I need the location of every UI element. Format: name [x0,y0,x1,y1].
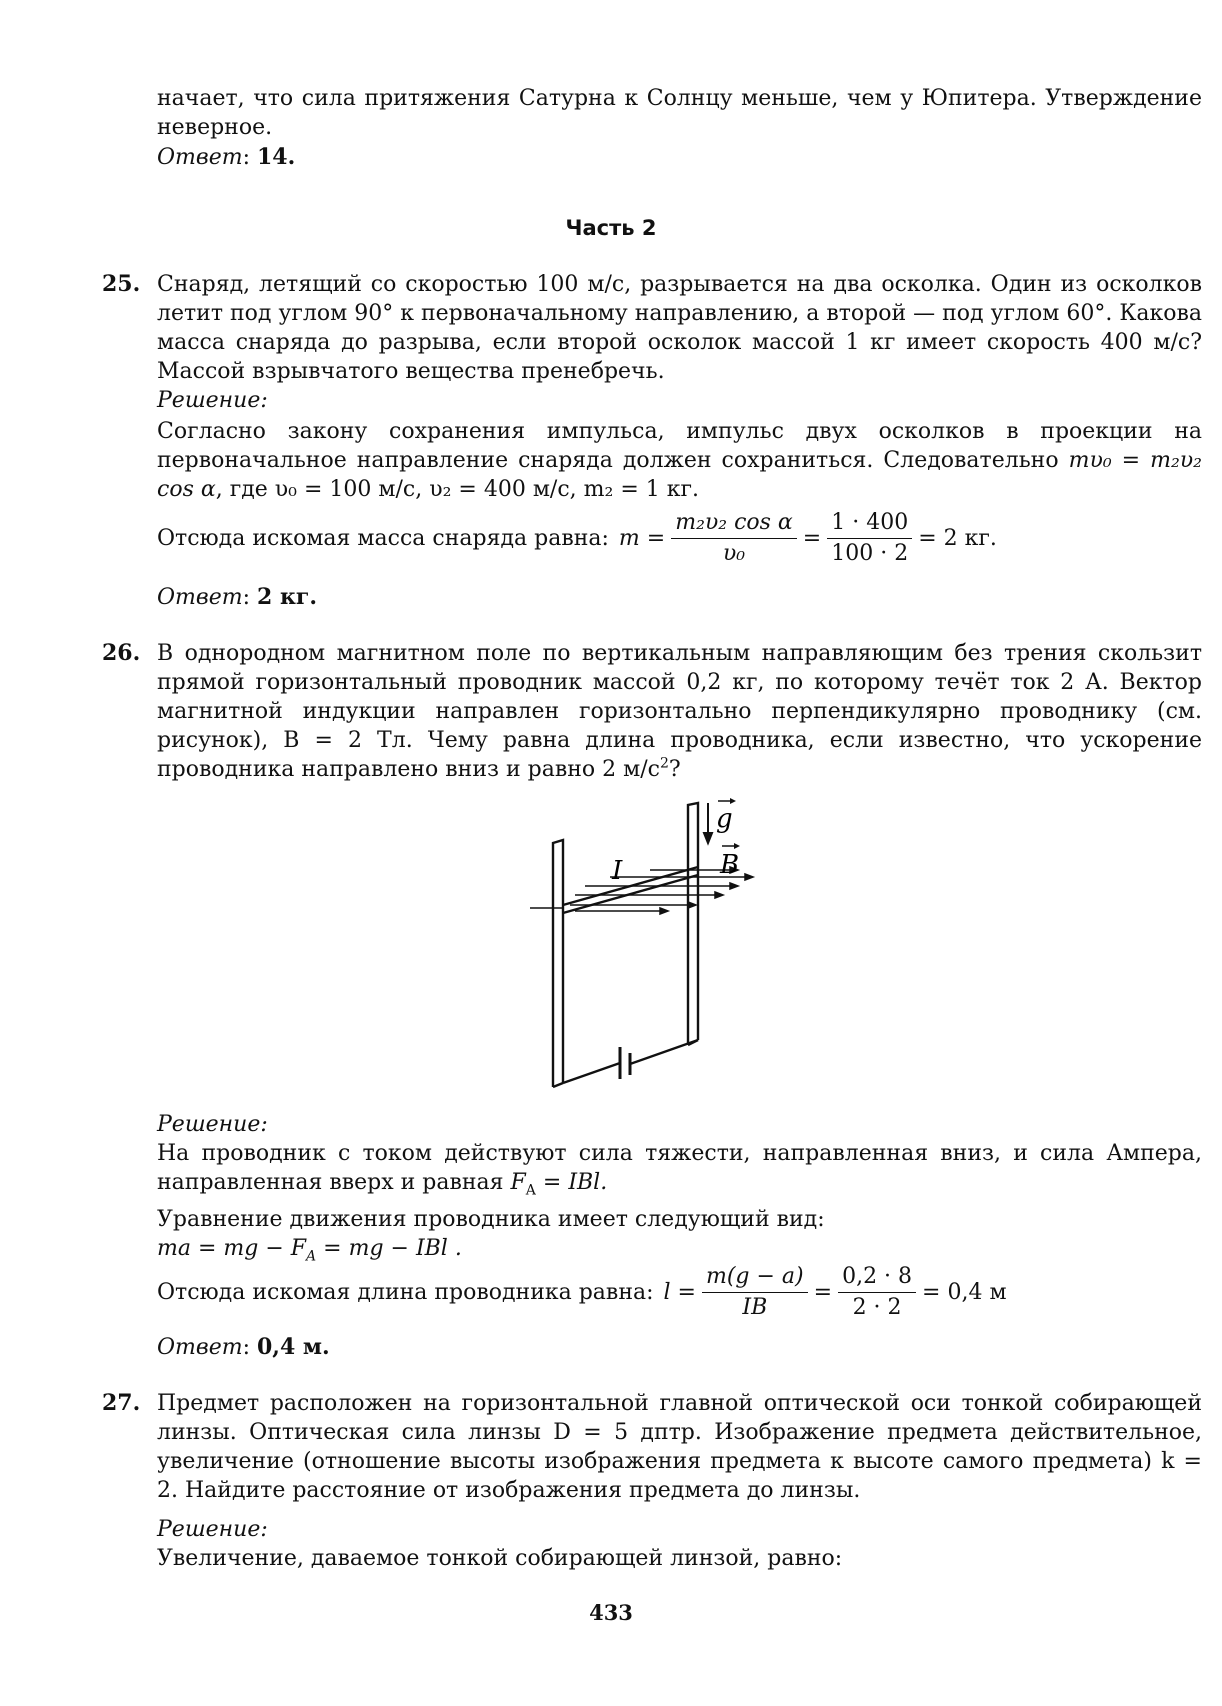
solution-body: На проводник с током действуют сила тяжести, направленная вниз, и сила Ампера, направленная вверх и равная [157,1141,1202,1195]
motion-eq-tail: = mg − IBl . [316,1236,462,1262]
result-tail: = 0,4 м [922,1280,1007,1305]
superscript: 2 [659,755,669,772]
ampere-force-sub: A [525,1182,536,1199]
answer-25: Ответ: 2 кг. [157,584,317,610]
problem-27 [157,1389,1202,1573]
equals-sign: = [813,1280,833,1305]
solution-label: Решение: [157,1112,268,1137]
equals-sign: = [802,526,822,551]
intro-text: начает, что сила притяжения Сатурна к Солнцу меньше, чем у Юпитера. Утверждение неверное. [157,86,1202,140]
problem-number: 27. [102,1390,141,1416]
problem-26 [157,639,1202,784]
part-heading: Часть 2 [565,216,657,240]
fraction-denominator: 2 · 2 [852,1295,902,1320]
problem-text: Предмет расположен на горизонтальной главной оптической оси тонкой собирающей линзы. Оптическая сила линзы D = 5 дптр. Изображение предмета действительное, увеличение (отношение высоты изображения предмета к высоте самого предмета) k = 2. Найдите расстояние от изображения предмета до линзы. [157,1391,1202,1503]
fraction-numeric [827,510,912,567]
solution-body: Согласно закону сохранения импульса, импульс двух осколков в проекции на первоначальное направление снаряда должен сохраниться. Следовательно [157,419,1202,473]
solution-text [157,417,1202,504]
result-lhs: m = [618,526,666,551]
current-label: I [612,856,623,886]
gravity-label: g [716,804,733,834]
solution-label: Решение: [157,388,268,413]
answer-value: 0,4 м. [257,1334,330,1360]
fraction-denominator: IB [742,1295,768,1320]
solution-text: Увеличение, даваемое тонкой собирающей линзой, равно: [157,1546,843,1571]
intro-answer: Ответ: 14. [157,144,296,170]
answer-value: 14. [257,144,296,170]
solution-values: υ₀ = 100 м/с, υ₂ = 400 м/с, m₂ = 1 кг. [274,477,700,502]
page-number: 433 [589,1600,633,1625]
momentum-equation: mυ₀ = m₂υ₂ cos α [157,448,1202,502]
fraction-numerator: m₂υ₂ cos α [671,510,797,539]
answer-label: Ответ [157,585,243,610]
right-rail [688,803,698,1045]
fraction-denominator: υ₀ [722,541,746,566]
fraction-denominator: 100 · 2 [831,541,909,566]
conductor-diagram [520,795,780,1095]
fraction-symbolic [702,1264,808,1321]
fraction-numerator: 0,2 · 8 [838,1264,916,1293]
problem-26-solution [157,1110,1202,1272]
length-result-formula [157,1264,1202,1321]
problem-number: 25. [102,271,141,297]
answer-value: 2 кг. [257,584,317,610]
answer-label: Ответ [157,1335,243,1360]
mass-result-formula [157,510,1202,567]
intro-block [157,84,1202,172]
conductor-rod-bottom [563,875,698,913]
left-rail [553,840,563,1087]
problem-text [157,639,1202,784]
result-tail: = 2 кг. [918,526,997,551]
motion-intro: Уравнение движения проводника имеет следующий вид: [157,1207,825,1233]
solution-label: Решение: [157,1517,268,1542]
answer-26: Ответ: 0,4 м. [157,1334,330,1360]
problem-text: Снаряд, летящий со скоростью 100 м/с, разрывается на два осколка. Один из осколков летит под углом 90° к первоначальному направлению, а второй — под углом 60°. Какова масса снаряда до разрыва, если второй осколок массой 1 кг имеет скорость 400 м/с? Массой взрывчатого вещества пренебречь. [157,272,1202,384]
motion-eq-sub: A [306,1248,317,1265]
fraction-numerator: m(g − a) [702,1264,808,1293]
problem-number: 26. [102,640,141,666]
fraction-numerator: 1 · 400 [827,510,912,539]
left-rail-bottom [553,1083,563,1087]
ampere-force: F [510,1170,526,1195]
problem-text-body: В однородном магнитном поле по вертикальным направляющим без трения скользит прямой горизонтальный проводник массой 0,2 кг, по которому течёт ток 2 А. Вектор магнитной индукции направлен горизонтально перпендикулярно проводнику (см. рисунок), B = 2 Тл. Чему равна длина проводника, если известно, что ускорение проводника направлено вниз и равно 2 м/с [157,641,1202,782]
answer-label: Ответ [157,145,243,170]
solution-where: , где [215,477,268,502]
motion-eq-main: ma = mg − F [157,1236,307,1262]
fraction-numeric [838,1264,916,1321]
result-prefix: Отсюда искомая масса снаряда равна: [157,526,609,551]
fraction-symbolic [671,510,797,567]
problem-25 [157,270,1202,504]
result-prefix: Отсюда искомая длина проводника равна: [157,1280,654,1305]
field-label: B [720,850,740,880]
gravity-arrow [704,803,712,843]
result-lhs: l = [663,1280,696,1305]
problem-text-end: ? [668,757,681,782]
circuit-wire-right [630,1040,698,1064]
ampere-force-eq: = IBl. [535,1170,608,1195]
circuit-wire-left [563,1063,620,1083]
solution-text [157,1139,1202,1205]
